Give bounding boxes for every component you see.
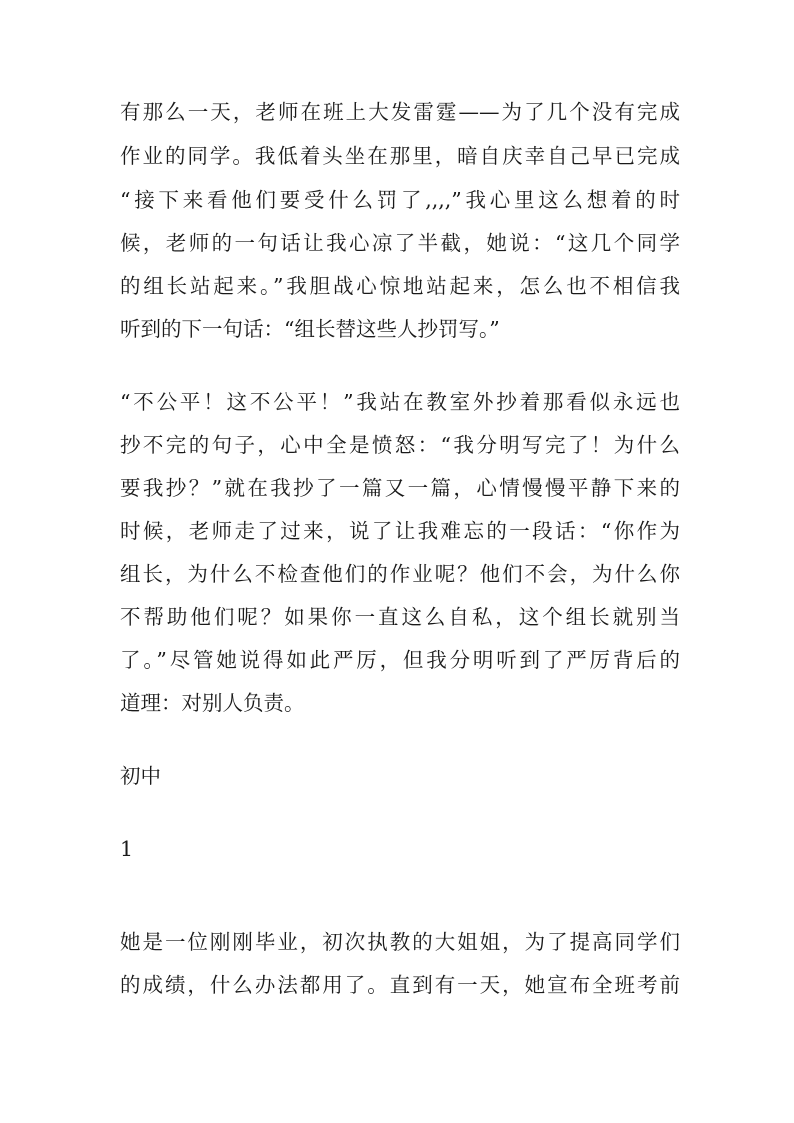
text-line: “不公平！这不公平！”我站在教室外抄着那看似永远也	[120, 390, 680, 414]
section-heading: 初中	[120, 764, 161, 788]
text-line: 有那么一天，老师在班上大发雷霆——为了几个没有完成	[120, 100, 680, 124]
text-line: 她是一位刚刚毕业，初次执教的大姐姐，为了提高同学们	[120, 930, 680, 954]
text-line: 了。”尽管她说得如此严厉，但我分明听到了严厉背后的	[120, 648, 680, 672]
text-line: 候，老师的一句话让我心凉了半截，她说：“这几个同学	[120, 231, 680, 255]
text-line: 作业的同学。我低着头坐在那里，暗自庆幸自己早已完成	[120, 144, 680, 168]
text-line: 的组长站起来。”我胆战心惊地站起来，怎么也不相信我	[120, 274, 680, 298]
text-line: 不帮助他们呢？如果你一直这么自私，这个组长就别当	[120, 605, 680, 629]
text-line: 要我抄？”就在我抄了一篇又一篇，心情慢慢平静下来的	[120, 476, 680, 500]
text-line: 的成绩，什么办法都用了。直到有一天，她宣布全班考前	[120, 973, 680, 997]
text-line: 时候，老师走了过来，说了让我难忘的一段话：“你作为	[120, 519, 680, 543]
section-number: 1	[120, 837, 134, 861]
text-line: 道理：对别人负责。	[120, 691, 305, 715]
text-line: “接下来看他们要受什么罚了,,,,”我心里这么想着的时	[120, 188, 680, 212]
text-line: 听到的下一句话：“组长替这些人抄罚写。”	[120, 317, 500, 341]
text-line: 抄不完的句子，心中全是愤怒：“我分明写完了！为什么	[120, 433, 680, 457]
text-line: 组长，为什么不检查他们的作业呢？他们不会，为什么你	[120, 562, 680, 586]
